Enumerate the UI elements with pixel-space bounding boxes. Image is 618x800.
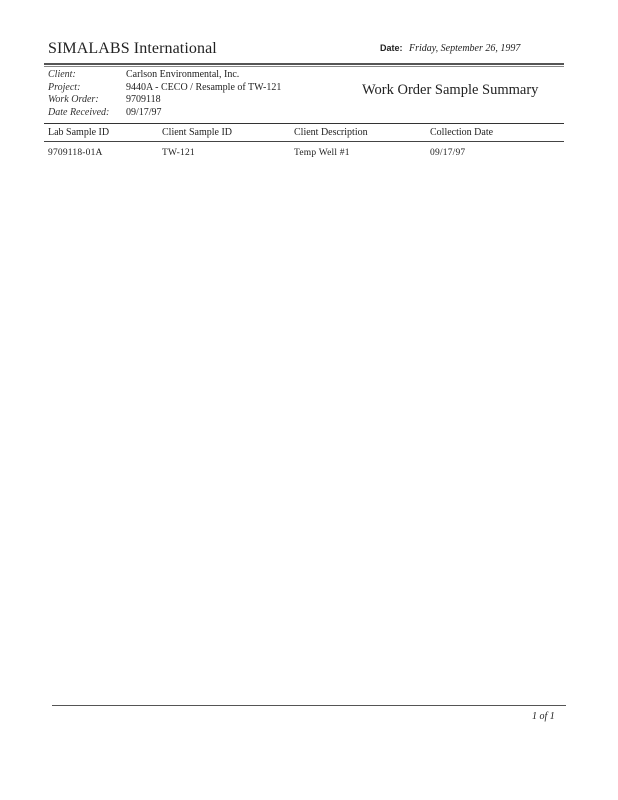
project-row <box>48 82 281 95</box>
work-order-row <box>48 94 281 107</box>
work-order-value: 9709118 <box>126 94 161 105</box>
column-header-lab-sample-id: Lab Sample ID <box>48 127 110 138</box>
work-order-info <box>48 69 281 119</box>
work-order-label: Work Order: <box>48 94 99 105</box>
table-header-rule <box>44 141 564 142</box>
table-top-rule <box>44 123 564 124</box>
column-header-collection-date: Collection Date <box>430 127 494 138</box>
column-header-client-description: Client Description <box>294 127 368 138</box>
date-label: Date: <box>380 43 403 53</box>
project-label: Project: <box>48 81 81 93</box>
cell-client-description: Temp Well #1 <box>294 148 350 158</box>
column-header-client-sample-id: Client Sample ID <box>162 127 232 138</box>
project-value: 9440A - CECO / Resample of TW-121 <box>126 81 282 93</box>
client-value: Carlson Environmental, Inc. <box>126 69 240 80</box>
date-received-label: Date Received: <box>48 106 110 118</box>
cell-collection-date: 09/17/97 <box>430 148 466 158</box>
report-date <box>380 43 520 54</box>
client-row <box>48 69 281 82</box>
client-label: Client: <box>48 69 76 80</box>
header-rule-thin <box>44 66 564 67</box>
report-title: Work Order Sample Summary <box>362 82 539 98</box>
cell-lab-sample-id: 9709118-01A <box>48 148 103 158</box>
company-name: SIMALABS International <box>48 40 217 57</box>
page-number: 1 of 1 <box>532 711 555 722</box>
date-received-row <box>48 107 281 120</box>
header-rule-thick <box>44 63 564 65</box>
date-received-value: 09/17/97 <box>126 106 162 118</box>
date-value: Friday, September 26, 1997 <box>409 43 521 54</box>
cell-client-sample-id: TW-121 <box>162 148 195 158</box>
footer-rule <box>52 705 566 706</box>
